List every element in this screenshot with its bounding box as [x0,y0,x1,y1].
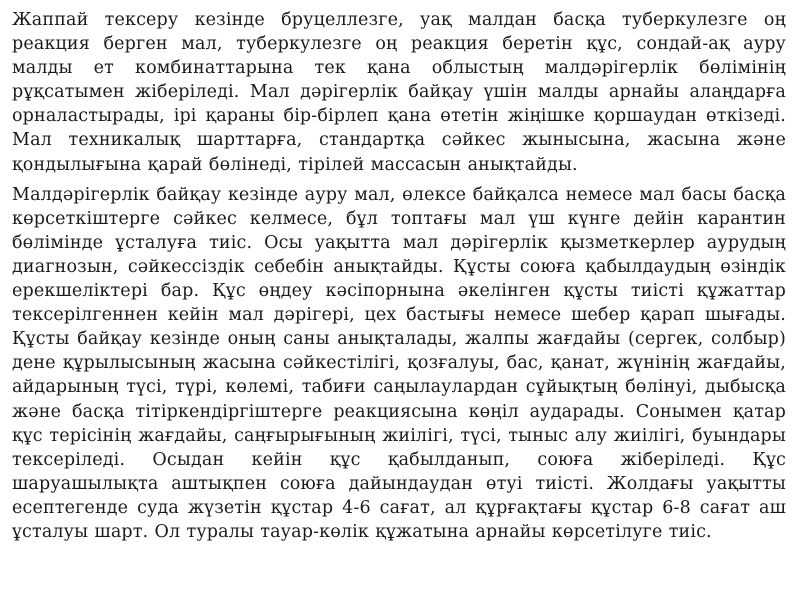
paragraph-1: Жаппай тексеру кезінде бруцеллезге, уақ малдан басқа туберкулезге оң реакция берген мал, туберкулезге оң реакция беретін құс, сондай-ақ ауру малды ет комбинаттарына тек қана облыстың малдәрігерлік бөлімінің рұқсатымен жіберіледі. Мал дәрігерлік байқау үшін малды арнайы алаңдарға орналастырады, ірі қараны бір-бірлеп қана өтетін жіңішке қоршаудан өткізеді. Мал техникалық шарттарға, стандартқа сәйкес жынысына, жасына және қондылығына қарай бөлінеді, тірілей массасын анықтайды. [12,10,786,175]
paragraph-2: Малдәрігерлік байқау кезінде ауру мал, өлексе байқалса немесе мал басы басқа көрсеткіштерге сәйкес келмесе, бұл топтағы мал үш күнге дейін карантин бөлімінде ұсталуға тиіс. Осы уақытта мал дәрігерлік қызметкерлер аурудың диагнозын, сәйкессіздік себебін анықтайды. Құсты союға қабылдаудың өзіндік ерекшеліктері бар. Құс өңдеу кәсіпорнына әкелінген құсты тиісті құжаттар тексерілгеннен кейін мал дәрігері, цех бастығы немесе шебер қарап шығады. Құсты байқау кезінде оның саны анықталады, жалпы жағдайы (сергек, солбыр) дене құрылысының жасына сәйкестілігі, қозғалуы, бас, қанат, жүнінің жағдайы, айдарының түсі, түрі, көлемі, табиғи саңылаулардан сұйықтың бөлінуі, дыбысқа және басқа тітіркендіргіштерге реакциясына көңіл аударады. Сонымен қатар құс терісінің жағдайы, саңғырығының жиілігі, түсі, тыныс алу жиілігі, буындары тексеріледі. Осыдан кейін құс қабылданып, союға жіберіледі. Құс шаруашылықта аштықпен союға дайындаудан өтуі тиісті. Жолдағы уақытты есептегенде суда жүзетін құстар 4-6 сағат, ал құрғақтағы құстар 6-8 сағат аш ұсталуы шарт. Ол туралы тауар-көлік құжатына арнайы көрсетілуге тиіс. [12,184,786,542]
document-page [12,8,786,550]
